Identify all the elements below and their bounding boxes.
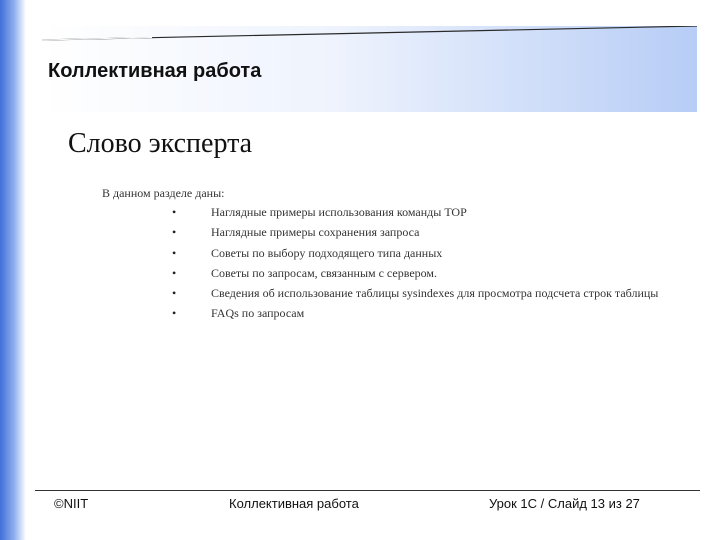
list-item xyxy=(170,266,690,282)
header-decorative-line xyxy=(42,26,697,56)
header-title: Коллективная работа xyxy=(48,60,262,82)
list-item-text: FAQs по запросам xyxy=(211,306,305,321)
header-band xyxy=(42,26,697,112)
bullet-icon: • xyxy=(172,265,177,280)
footer-copyright: ©NIIT xyxy=(54,496,89,511)
list-item-text: Советы по выбору подходящего типа данных xyxy=(211,245,443,260)
list-item-text: Сведения об использование таблицы sysindexes для просмотра подсчета строк таблицы xyxy=(211,286,659,301)
footer-divider xyxy=(35,490,700,491)
list-item xyxy=(170,225,690,241)
bullet-icon: • xyxy=(172,205,177,219)
bullet-icon: • xyxy=(172,306,177,321)
bullet-list xyxy=(170,205,690,327)
left-accent-bar xyxy=(0,0,26,540)
list-item-text: Наглядные примеры сохранения запроса xyxy=(211,225,420,240)
intro-text: В данном разделе даны: xyxy=(102,186,225,200)
list-item xyxy=(170,205,690,221)
bullet-icon: • xyxy=(172,245,177,260)
list-item xyxy=(170,306,690,322)
footer-slide-number: Урок 1C / Слайд 13 из 27 xyxy=(489,496,640,511)
footer-course-title: Коллективная работа xyxy=(229,496,359,511)
list-item xyxy=(170,286,690,302)
bullet-icon: • xyxy=(172,225,177,240)
bullet-icon: • xyxy=(172,286,177,301)
list-item-text: Наглядные примеры использования команды TOP xyxy=(211,205,467,219)
slide-title: Слово эксперта xyxy=(68,128,253,159)
list-item xyxy=(170,246,690,262)
list-item-text: Советы по запросам, связанным с сервером. xyxy=(211,265,438,280)
